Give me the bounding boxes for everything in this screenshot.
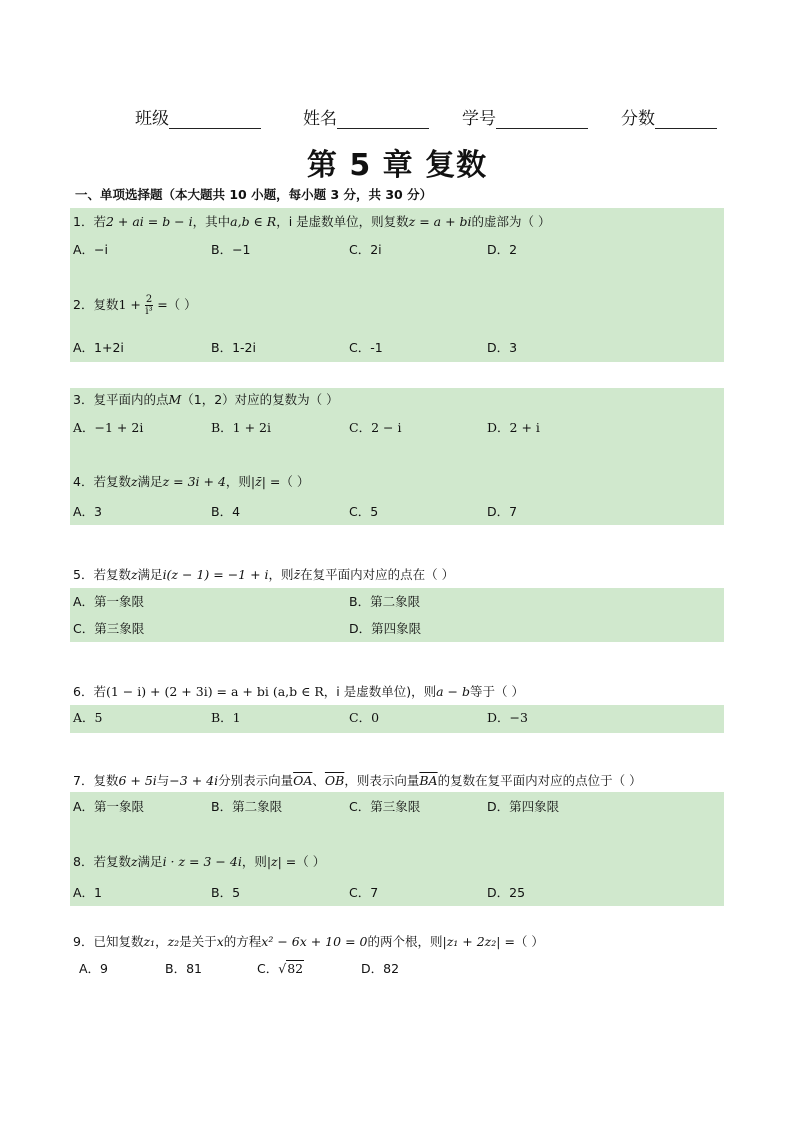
section-heading: 一、单项选择题（本大题共 10 小题，每小题 3 分，共 30 分） [75,187,433,202]
q2-fraction-numerator: 2 [145,294,153,305]
q2-option-a[interactable]: A．1+2i [73,340,124,355]
q6-text-2: ，i 是虚数单位)，则 [323,684,437,699]
id-blank[interactable] [496,110,588,129]
q4-tail: （ ） [280,474,310,489]
q7-vector-ba: $\overline{BA}$ [419,773,438,788]
q1-option-c[interactable]: C．2i [349,242,382,257]
page-title: 第 5 章 复数 [306,148,488,183]
q7-z1: 6 + 5i [118,773,157,788]
q6-text: 6．若 [73,684,106,699]
id-label: 学号 [462,109,496,129]
q2-fraction [145,294,153,317]
q4-equation: z = 3i + 4 [162,474,226,489]
q3-point: M [168,392,182,407]
q9-abs: |z₁ + 2z₂| = [442,934,515,949]
q9-separator: ， [155,934,168,949]
q5-z: z [130,567,138,582]
q6-expression: a − b [436,684,470,699]
q1-z: z = a + bi [408,214,472,229]
q5-equation: i(z − 1) = −1 + i [162,567,269,582]
question-7 [73,771,642,789]
q4-option-d[interactable]: D．7 [487,504,518,519]
q8-text: 8．若复数 [73,854,131,869]
q4-text-2: 满足 [137,474,163,489]
q7-option-a[interactable]: A．第一象限 [73,799,145,814]
q4-text: 4．若复数 [73,474,131,489]
q1-number: 1．若 [73,214,106,229]
q5-text-2: 满足 [137,567,163,582]
question-1 [73,212,551,230]
q8-option-d[interactable]: D．25 [487,885,526,900]
q8-z: z [130,854,138,869]
question-9 [73,932,544,950]
name-field[interactable] [303,104,429,129]
q8-text-3: ，则 [241,854,267,869]
q6-option-b[interactable]: B．1 [211,710,241,725]
q9-option-c-prefix: C． [257,961,279,976]
highlight-band-q3-q4 [70,388,724,525]
q2-option-c[interactable]: C．-1 [349,340,383,355]
q1-option-b[interactable]: B．−1 [211,242,251,257]
q3-option-d[interactable]: D．2 + i [487,420,540,435]
q1-condition: a,b ∈ R [230,214,277,229]
q1-tail: 的虚部为（ ） [471,214,551,229]
q7-vector-oa: $\overline{OA}$ [293,773,313,788]
question-4 [73,472,309,490]
q9-text-2: 是关于 [179,934,217,949]
q1-option-a[interactable]: A．−i [73,242,108,257]
q9-option-d[interactable]: D．82 [361,961,400,976]
q9-option-c-radicand: 82 [287,961,304,976]
class-label: 班级 [135,109,169,129]
highlight-band-q1-q2 [70,208,724,362]
q6-equation: (1 − i) + (2 + 3i) = a + bi (a,b ∈ R [105,684,324,699]
q5-text: 5．若复数 [73,567,131,582]
q4-text-3: ，则 [225,474,251,489]
q2-prefix: 1 + [118,297,141,312]
q9-text: 9．已知复数 [73,934,144,949]
sqrt-icon: √ [278,961,287,976]
q6-option-c[interactable]: C．0 [349,710,380,725]
question-6 [73,682,524,700]
q9-z2: z₂ [167,934,180,949]
q7-text-4: ，则表示向量 [344,773,420,788]
q4-option-a[interactable]: A．3 [73,504,103,519]
score-field[interactable] [621,104,717,129]
q6-option-a[interactable]: A．5 [73,710,103,725]
q9-option-b[interactable]: B．81 [165,961,202,976]
q5-option-a[interactable]: A．第一象限 [73,594,145,609]
q8-tail: （ ） [296,854,326,869]
q1-equation: 2 + ai = b − i [105,214,193,229]
q5-option-d[interactable]: D．第四象限 [349,621,422,636]
q2-tail: =（ ） [157,297,197,312]
q5-option-b[interactable]: B．第二象限 [349,594,421,609]
q7-tail: 的复数在复平面内对应的点位于（ ） [437,773,642,788]
q5-tail: 在复平面内对应的点在（ ） [300,567,455,582]
q9-equation: x² − 6x + 10 = 0 [261,934,368,949]
q9-text-3: 的方程 [223,934,262,949]
q7-text-2: 与 [156,773,170,788]
q8-option-c[interactable]: C．7 [349,885,379,900]
q9-x: x [216,934,224,949]
q7-text-3: 分别表示向量 [218,773,294,788]
q7-option-c[interactable]: C．第三象限 [349,799,421,814]
q3-option-b[interactable]: B．1 + 2i [211,420,272,435]
q7-z2: −3 + 4i [169,773,219,788]
q9-z1: z₁ [143,934,156,949]
q7-text: 7．复数 [73,773,119,788]
q5-option-c[interactable]: C．第三象限 [73,621,145,636]
q8-abs: |z| = [266,854,297,869]
q6-tail: 等于（ ） [469,684,524,699]
q9-tail: （ ） [514,934,544,949]
q7-vector-ob: $\overline{OB}$ [324,773,345,788]
q2-option-b[interactable]: B．1-2i [211,340,256,355]
q4-option-c[interactable]: C．5 [349,504,379,519]
q4-z: z [130,474,138,489]
q3-option-c[interactable]: C．2 − i [349,420,402,435]
question-5 [73,565,454,583]
name-label: 姓名 [303,109,337,129]
question-3 [73,390,339,408]
q1-text: ，其中 [192,214,231,229]
q7-separator: 、 [312,773,325,788]
question-8 [73,852,325,870]
q2-number: 2．复数 [73,297,119,312]
highlight-band-q6 [70,705,724,733]
q8-option-b[interactable]: B．5 [211,885,241,900]
question-2 [73,294,197,317]
q8-option-a[interactable]: A．1 [73,885,103,900]
q9-option-a[interactable]: A．9 [79,961,109,976]
q7-option-d[interactable]: D．第四象限 [487,799,560,814]
q4-option-b[interactable]: B．4 [211,504,241,519]
q1-text-2: ，i 是虚数单位，则复数 [276,214,409,229]
q2-option-d[interactable]: D．3 [487,340,518,355]
class-field[interactable] [135,104,261,129]
q9-option-c[interactable] [257,959,304,977]
q5-text-3: ，则 [268,567,294,582]
score-label: 分数 [621,109,655,129]
class-blank[interactable] [169,110,261,129]
q3-text: 3．复平面内的点 [73,392,169,407]
header-fields [135,104,735,128]
score-blank[interactable] [655,110,717,129]
q5-conjugate: z̄ [293,567,301,582]
q2-fraction-denominator: i³ [145,306,153,317]
q6-option-d[interactable]: D．−3 [487,710,528,725]
q8-equation: i · z = 3 − 4i [162,854,242,869]
q3-text-2: （1，2）对应的复数为（ ） [181,392,339,407]
q4-abs: |z̄| = [250,474,281,489]
q1-option-d[interactable]: D．2 [487,242,518,257]
q9-text-4: 的两个根，则 [367,934,443,949]
q7-option-b[interactable]: B．第二象限 [211,799,283,814]
id-field[interactable] [462,104,588,129]
name-blank[interactable] [337,110,429,129]
q8-text-2: 满足 [137,854,163,869]
q3-option-a[interactable]: A．−1 + 2i [73,420,144,435]
